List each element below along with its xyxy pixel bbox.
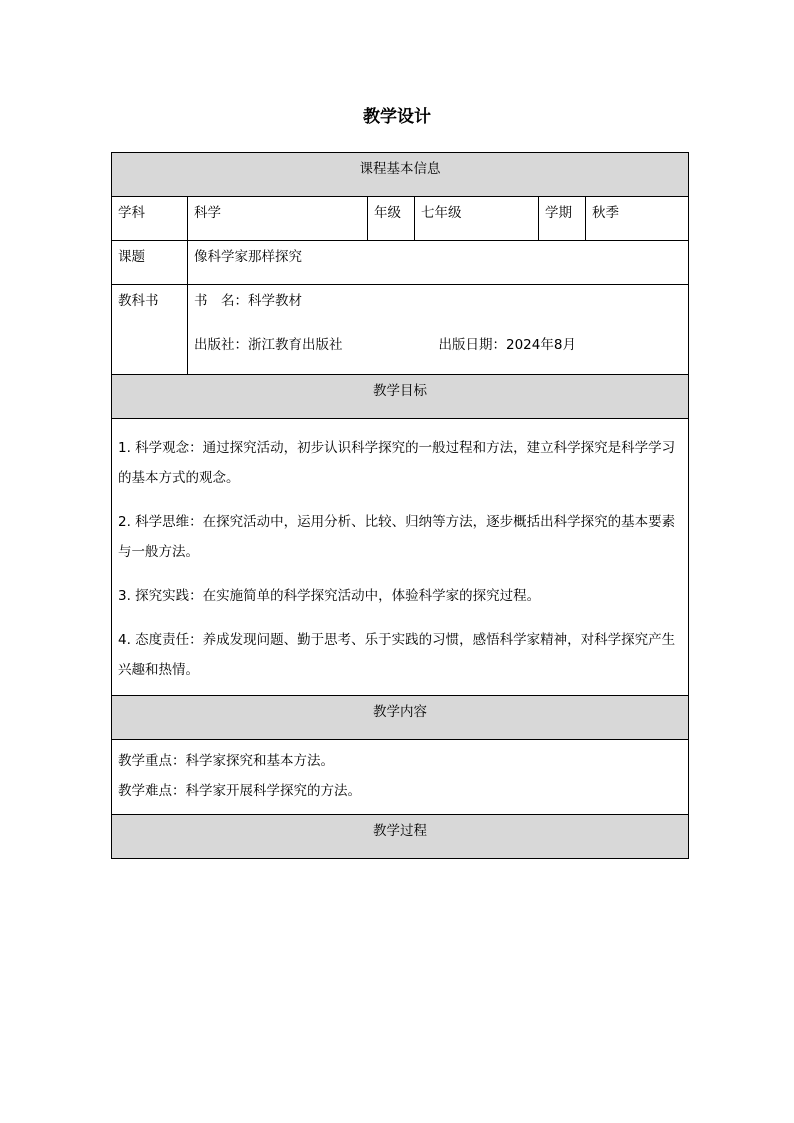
objective-item: 2. 科学思维：在探究活动中，运用分析、比较、归纳等方法，逐步概括出科学探究的基本要素与一般方法。 <box>118 514 676 560</box>
topic-value: 像科学家那样探究 <box>188 241 689 285</box>
objective-item: 3. 探究实践：在实施简单的科学探究活动中，体验科学家的探究过程。 <box>118 588 541 604</box>
publisher-line: 出版社：浙江教育出版社 <box>194 337 343 353</box>
content-header: 教学内容 <box>112 696 689 740</box>
grade-value: 七年级 <box>415 197 539 241</box>
objective-item: 1. 科学观念：通过探究活动，初步认识科学探究的一般过程和方法，建立科学探究是科学学习的基本方式的观念。 <box>118 440 676 486</box>
term-value: 秋季 <box>586 197 689 241</box>
subject-value: 科学 <box>188 197 368 241</box>
book-name-line: 书 名：科学教材 <box>194 293 302 309</box>
textbook-info <box>188 285 689 375</box>
term-label: 学期 <box>539 197 586 241</box>
publisher-row <box>194 335 682 355</box>
publish-date-line: 出版日期：2024年8月 <box>438 337 576 353</box>
objectives-body <box>112 419 689 696</box>
process-header: 教学过程 <box>112 815 689 859</box>
objectives-header: 教学目标 <box>112 375 689 419</box>
lesson-plan-table <box>111 152 689 859</box>
course-info-header: 课程基本信息 <box>112 153 689 197</box>
content-body <box>112 740 689 815</box>
key-point: 教学重点：科学家探究和基本方法。 <box>118 753 334 769</box>
topic-label: 课题 <box>112 241 188 285</box>
subject-label: 学科 <box>112 197 188 241</box>
difficult-point: 教学难点：科学家开展科学探究的方法。 <box>118 783 361 799</box>
grade-label: 年级 <box>368 197 415 241</box>
document-title: 教学设计 <box>363 107 431 127</box>
objective-item: 4. 态度责任：养成发现问题、勤于思考、乐于实践的习惯，感悟科学家精神，对科学探究产生兴趣和热情。 <box>118 632 676 678</box>
textbook-label: 教科书 <box>112 285 188 375</box>
